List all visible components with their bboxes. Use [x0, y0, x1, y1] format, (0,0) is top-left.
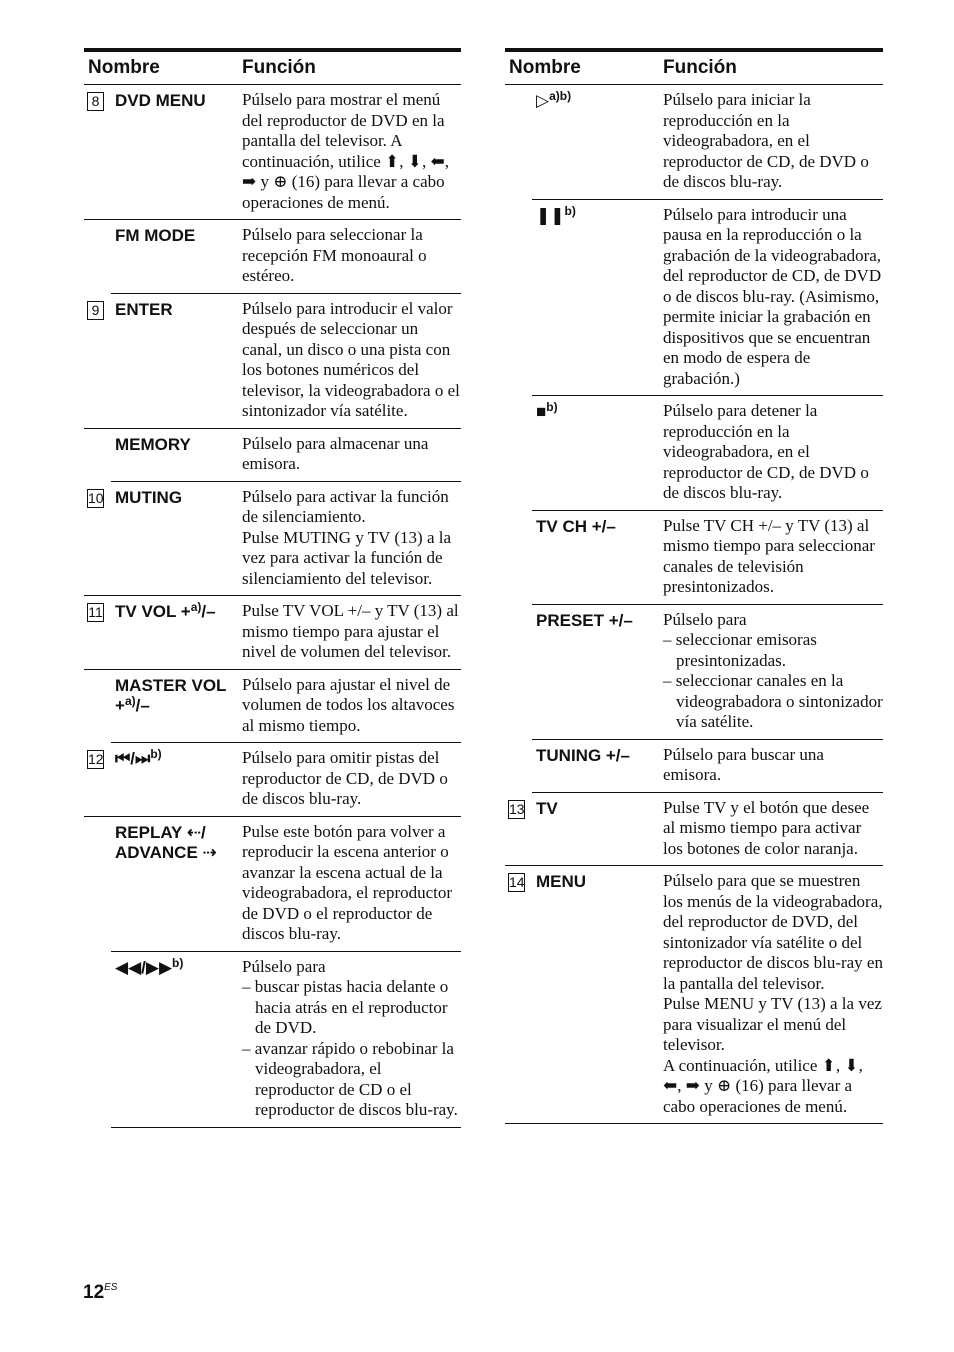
button-name	[536, 91, 661, 111]
header-nombre: Nombre	[509, 57, 581, 78]
button-name-text: ❚❚	[536, 205, 565, 225]
description-line: – seleccionar emisoras presintonizadas.	[663, 630, 817, 670]
description-line: Púlselo para buscar una emisora.	[663, 744, 824, 784]
button-name	[115, 435, 240, 455]
button-name-text: PRESET +/–	[536, 610, 633, 630]
table-row	[532, 511, 883, 605]
description-line: Pulse TV y el botón que desee al mismo tiempo para activar los botones de color naranja.	[663, 797, 870, 858]
button-name-text: REPLAY ⇠/ ADVANCE ⇢	[115, 822, 217, 862]
button-name-text: TUNING +/–	[536, 745, 630, 765]
table-row	[111, 952, 461, 1128]
table-row	[532, 85, 883, 200]
description-line: Púlselo para activar la función de silenciamiento.	[242, 486, 449, 526]
function-description	[242, 670, 461, 743]
footnote-ref: b)	[150, 747, 162, 761]
button-name	[115, 226, 240, 246]
footnote-ref: b)	[564, 203, 576, 218]
description-line: Púlselo para que se muestren los menús de la videograbadora, del reproductor de DVD, del sintonizador vía satélite o del reproductor de discos blu-ray en la pantalla del televisor.	[663, 871, 883, 993]
button-name	[536, 872, 661, 892]
page-number-value: 12	[83, 1282, 105, 1303]
function-description	[242, 429, 461, 481]
button-name	[536, 517, 661, 537]
function-description	[242, 743, 461, 816]
button-name-text: TV VOL +	[115, 602, 191, 621]
item-number: 8	[87, 92, 104, 111]
table-row	[505, 866, 883, 1124]
table-row	[111, 817, 461, 952]
function-description	[242, 817, 461, 951]
function-description	[242, 220, 461, 293]
description-line: Pulse MUTING y TV (13) a la vez para activar la función de silenciamiento del televisor.	[242, 527, 452, 588]
button-name	[115, 300, 240, 320]
button-name-text: MASTER VOL +	[115, 675, 227, 715]
item-number: 14	[509, 874, 525, 890]
page-lang: ES	[104, 1282, 118, 1293]
footnote-ref: a)b)	[549, 89, 572, 103]
table-row	[84, 596, 461, 670]
button-name	[536, 203, 661, 226]
table-header	[84, 48, 461, 85]
button-name	[115, 488, 240, 508]
table-row	[84, 294, 461, 429]
button-name	[115, 955, 240, 978]
description-line: Púlselo para introducir el valor después de seleccionar un canal, un disco o una pista con los botones numéricos del televisor, la videograbadora o el sintonizador vía satélite.	[242, 298, 460, 420]
function-description	[663, 200, 883, 396]
button-name	[115, 823, 240, 863]
item-number: 12	[88, 751, 104, 767]
footnote-ref: b)	[172, 955, 184, 970]
button-name	[536, 402, 661, 422]
description-line: Púlselo para	[663, 609, 747, 629]
description-line: Púlselo para introducir una pausa en la reproducción o la grabación de la videograbadora, del reproductor de CD, de DVD o de discos blu-ray. (Asimismo, permite iniciar la grabación en dispositivos que se encuentran en modo de espera de grabación.)	[663, 204, 882, 388]
function-description	[663, 511, 883, 604]
function-description	[663, 793, 883, 866]
table-row	[532, 200, 883, 397]
table-row	[84, 743, 461, 817]
button-name-text: MEMORY	[115, 434, 191, 454]
footnote-ref: a)	[190, 600, 202, 614]
footnote-ref: a)	[124, 693, 136, 708]
description-line: – seleccionar canales en la videograbadora o sintonizador vía satélite.	[663, 671, 883, 731]
function-description	[242, 482, 461, 596]
description-line: Pulse MENU y TV (13) a la vez para visualizar el menú del televisor.	[663, 994, 882, 1054]
button-name	[115, 91, 240, 111]
button-name-suffix: /–	[135, 695, 150, 715]
description-line: – buscar pistas hacia delante o hacia atrás en el reproductor de DVD.	[242, 977, 449, 1037]
button-name	[536, 611, 661, 631]
button-name-text: ENTER	[115, 299, 173, 319]
description-line: Púlselo para ajustar el nivel de volumen de todos los altavoces al mismo tiempo.	[242, 674, 455, 735]
button-name-text: DVD MENU	[115, 91, 206, 110]
item-number: 11	[88, 604, 103, 620]
item-number: 9	[87, 301, 104, 320]
table-row	[111, 220, 461, 294]
button-name-text: ▷	[536, 91, 550, 110]
table-row	[505, 793, 883, 867]
function-description	[242, 294, 461, 428]
description-line: Púlselo para seleccionar la recepción FM monoaural o estéreo.	[242, 225, 427, 285]
button-name-text: FM MODE	[115, 226, 196, 245]
function-description	[242, 952, 461, 1127]
function-description	[663, 866, 883, 1123]
left-table	[84, 48, 461, 1128]
button-name	[115, 602, 240, 622]
description-line: Púlselo para	[242, 956, 326, 976]
description-line: – avanzar rápido o rebobinar la videograbadora, el reproductor de CD o el reproductor de discos blu-ray.	[242, 1038, 458, 1119]
button-name-text: TV	[536, 798, 558, 818]
description-line: Pulse este botón para volver a reproducir la escena anterior o avanzar la escena actual de la videograbadora, el reproductor de DVD o el reproductor de discos blu-ray.	[242, 821, 453, 943]
page-number	[83, 1282, 117, 1304]
footnote-ref: b)	[546, 400, 558, 414]
function-description	[242, 596, 461, 669]
button-name	[536, 799, 661, 819]
item-number: 13	[509, 800, 525, 817]
description-line: Púlselo para omitir pistas del reproductor de CD, de DVD o de discos blu-ray.	[242, 748, 448, 808]
header-funcion: Función	[242, 57, 316, 78]
description-line: Púlselo para mostrar el menú del reproductor de DVD en la pantalla del televisor. A continuación, utilice ⬆, ⬇, ⬅, ➡ y ⊕ (16) para llevar a cabo operaciones de menú.	[242, 90, 450, 212]
function-description	[242, 85, 461, 219]
description-line: Púlselo para almacenar una emisora.	[242, 433, 429, 473]
right-table	[505, 48, 883, 1124]
button-name-text: ◀◀/▶▶	[115, 957, 173, 977]
button-name-text: MENU	[536, 872, 587, 891]
table-row	[84, 85, 461, 220]
description-line: Púlselo para iniciar la reproducción en la videograbadora, en el reproductor de CD, de DVD o de discos blu-ray.	[663, 90, 869, 191]
button-name	[536, 746, 661, 766]
table-header	[505, 48, 883, 85]
description-line: Pulse TV CH +/– y TV (13) al mismo tiempo para seleccionar canales de televisión presintonizados.	[663, 515, 875, 596]
button-name-suffix: /–	[201, 602, 216, 621]
description-line: A continuación, utilice ⬆, ⬇, ⬅, ➡ y ⊕ (16) para llevar a cabo operaciones de menú.	[663, 1055, 863, 1116]
function-description	[663, 85, 883, 199]
right-rows	[505, 85, 883, 1124]
button-name-text: ■	[536, 402, 547, 421]
button-name-text: ⏮/⏭	[115, 749, 151, 768]
button-name	[115, 749, 240, 769]
button-name-text: MUTING	[115, 487, 183, 507]
item-number: 10	[88, 489, 104, 506]
table-row	[532, 605, 883, 740]
left-rows	[84, 85, 461, 1128]
function-description	[663, 605, 883, 739]
button-name	[115, 676, 240, 716]
header-funcion: Función	[663, 57, 737, 78]
function-description	[663, 396, 883, 510]
table-row	[84, 482, 461, 597]
table-row	[532, 396, 883, 511]
function-description	[663, 740, 883, 792]
description-line: Pulse TV VOL +/– y TV (13) al mismo tiempo para ajustar el nivel de volumen del televisor.	[242, 601, 459, 661]
table-row	[111, 670, 461, 744]
table-row	[111, 429, 461, 482]
header-nombre: Nombre	[88, 57, 160, 78]
description-line: Púlselo para detener la reproducción en la videograbadora, en el reproductor de CD, de DVD o de discos blu-ray.	[663, 401, 869, 502]
table-row	[532, 740, 883, 793]
button-name-text: TV CH +/–	[536, 516, 616, 536]
